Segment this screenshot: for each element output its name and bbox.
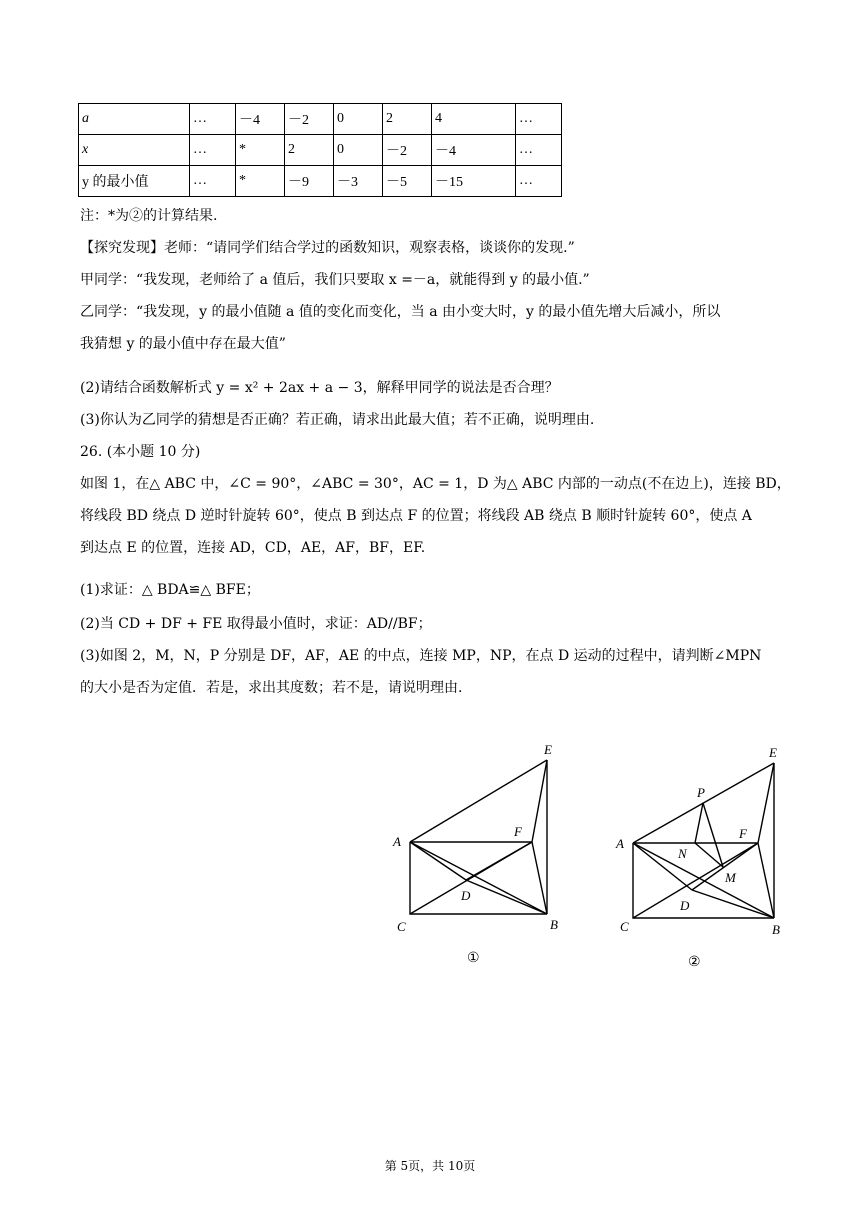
figure-caption-1: ①	[467, 951, 480, 966]
table-row: x … * 2 0 －2 －4 …	[79, 135, 562, 166]
problem-statement-3: 到达点 E 的位置，连接 AD，CD，AE，AF，BF，EF.	[80, 540, 426, 556]
sub-question-1: (1)求证：△ BDA≌△ BFE；	[80, 582, 260, 598]
sub-question-2: (2)当 CD + DF + FE 取得最小值时，求证：AD//BF；	[80, 616, 432, 632]
row-label-x: x	[79, 135, 190, 166]
explore-line: 【探究发现】老师：“请同学们结合学过的函数知识，观察表格，谈谈你的发现.”	[80, 240, 575, 256]
sub-question-3a: (3)如图 2，M，N，P 分别是 DF，AF，AE 的中点，连接 MP，NP，在点 D 运动的过程中，请判断∠MPN	[80, 648, 762, 664]
label-D: D	[680, 898, 690, 913]
label-F: F	[739, 826, 747, 841]
page-footer: 第 5页，共 10页	[384, 1159, 476, 1173]
row-label-ymin: y 的最小值	[79, 166, 190, 197]
geometry-figure-2	[600, 740, 800, 970]
question-2: (2)请结合函数解析式 y = x² + 2ax + a − 3，解释甲同学的说法是否合理？	[80, 380, 559, 396]
label-B: B	[550, 917, 558, 932]
label-A: A	[393, 834, 401, 849]
row-label-a: a	[79, 104, 190, 135]
table-row: y 的最小值 … * －9 －3 －5 －15 …	[79, 166, 562, 197]
label-E: E	[769, 745, 777, 760]
note-line: 注：*为②的计算结果.	[80, 208, 218, 224]
label-E: E	[544, 742, 552, 757]
label-D: D	[461, 888, 471, 903]
yi-line-1: 乙同学：“我发现，y 的最小值随 a 值的变化而变化，当 a 由小变大时，y 的最小值先增大后减小，所以	[80, 304, 721, 320]
problem-26-title: 26. (本小题 10 分)	[80, 444, 201, 460]
jia-line: 甲同学：“我发现，老师给了 a 值后，我们只要取 x =－a，就能得到 y 的最小值.”	[80, 272, 590, 288]
label-A: A	[616, 836, 624, 851]
question-3: (3)你认为乙同学的猜想是否正确？若正确，请求出此最大值；若不正确，说明理由.	[80, 412, 595, 428]
table-row: a … －4 －2 0 2 4 …	[79, 104, 562, 135]
yi-line-2: 我猜想 y 的最小值中存在最大值”	[80, 336, 286, 352]
label-F: F	[514, 824, 522, 839]
figure-caption-2: ②	[688, 955, 701, 970]
label-B: B	[772, 922, 780, 937]
label-M: M	[725, 870, 736, 885]
geometry-figure-1	[380, 740, 580, 970]
problem-statement-1: 如图 1，在△ ABC 中，∠C = 90°，∠ABC = 30°，AC = 1，D 为△ ABC 内部的一动点(不在边上)，连接 BD，	[80, 476, 791, 492]
problem-statement-2: 将线段 BD 绕点 D 逆时针旋转 60°，使点 B 到达点 F 的位置；将线段 AB 绕点 B 顺时针旋转 60°，使点 A	[80, 508, 752, 524]
label-P: P	[697, 785, 705, 800]
label-C: C	[620, 919, 629, 934]
label-N: N	[678, 846, 687, 861]
sub-question-3b: 的大小是否为定值．若是，求出其度数；若不是，请说明理由.	[80, 680, 463, 696]
label-C: C	[397, 919, 406, 934]
value-table	[78, 103, 562, 197]
